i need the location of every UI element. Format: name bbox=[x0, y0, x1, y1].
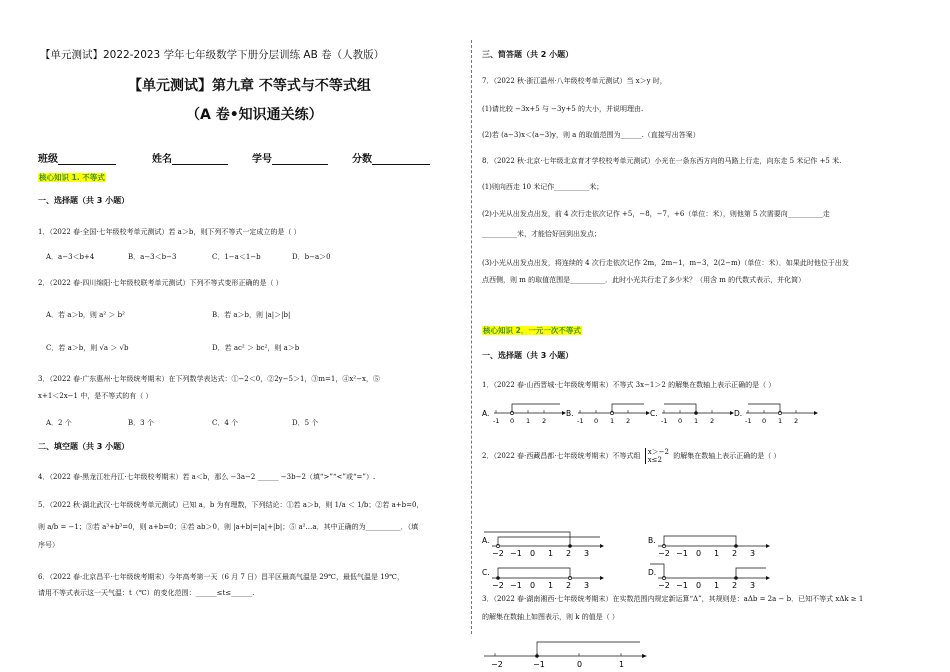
solution-ray bbox=[537, 642, 640, 656]
q10-numberline-b bbox=[648, 526, 778, 558]
section-choice-left: 一、选择题（共 3 小题） bbox=[38, 196, 130, 205]
q11-text-line1: 3．（2022 春·湖南湘西·七年级统考期末）在实数范围内规定新运算“Δ”，其规则是：aΔb = 2a − b．已知不等式 xΔk ≥ 1 bbox=[482, 595, 864, 603]
q1-option-c[interactable]: C．1−a＜1−b bbox=[212, 253, 261, 261]
tick-label: 2 bbox=[566, 549, 572, 558]
q10-text-post: 的解集在数轴上表示正确的是（ ） bbox=[673, 452, 781, 460]
arrowhead bbox=[766, 544, 770, 548]
tick-label: 0 bbox=[594, 417, 599, 425]
tick-label: 2 bbox=[710, 417, 715, 425]
tick-label: 3 bbox=[584, 581, 590, 590]
q3-text-line2: x+1＜2x−1 中，是不等式的有（ ） bbox=[38, 392, 153, 400]
arrowhead bbox=[600, 544, 604, 548]
tick-label: 1 bbox=[778, 417, 783, 425]
q7-text: 7．（2022 秋·浙江温州·八年级校考单元测试）当 x＞y 时， bbox=[482, 77, 667, 85]
q2-option-a[interactable]: A．若 a＞b，则 a² ＞ b² bbox=[46, 311, 125, 319]
tick-label: 2 bbox=[732, 549, 738, 558]
q10-option-b[interactable] bbox=[648, 526, 778, 558]
arrowhead bbox=[600, 576, 604, 580]
tick-label: -1 bbox=[745, 417, 752, 425]
q10-sys-line1: x＞−2 bbox=[647, 448, 669, 456]
q2-text: 2．（2022 春·四川绵阳·七年级校联考单元测试）下列不等式变形正确的是（ ） bbox=[38, 279, 283, 287]
info-score-label: 分数 bbox=[352, 154, 372, 165]
q10-option-a[interactable] bbox=[482, 526, 612, 558]
q3-option-a[interactable]: A．2 个 bbox=[46, 419, 72, 427]
q8-part3-line2: 点西侧，则 m 的取值范围是__________．此时小光共行走了多少米？（用含 m 的代数式表示，并化简） bbox=[482, 276, 806, 284]
q7-part1: (1)请比较 −3x+5 与 −3y+5 的大小，并说明理由. bbox=[482, 105, 644, 113]
q2-option-d[interactable]: D．若 ac² ＞ bc²，则 a＞b bbox=[212, 344, 300, 352]
solution-ray bbox=[512, 404, 560, 413]
tick-label: 0 bbox=[530, 549, 536, 558]
q10-numberline-c bbox=[482, 558, 612, 590]
q9-numberline-b bbox=[566, 396, 650, 430]
tick-label: 2 bbox=[794, 417, 799, 425]
q10-option-b-label: B. bbox=[648, 536, 656, 545]
q8-text: 8．（2022 秋·北京·七年级北京育才学校校考单元测试）小光在一条东西方向的马路上行走，向东走 5 米记作 +5 米. bbox=[482, 157, 842, 165]
score-field[interactable] bbox=[372, 156, 430, 165]
q8-part1: (1)则向西走 10 米记作__________米； bbox=[482, 183, 604, 191]
tick-label: 1 bbox=[714, 581, 720, 590]
q9-option-d[interactable] bbox=[734, 396, 818, 430]
q3-option-d[interactable]: D．5 个 bbox=[292, 419, 319, 427]
tick-label: 0 bbox=[678, 417, 683, 425]
q8-part3-line1: (3)小光从出发点出发，将连续的 4 次行走依次记作 2m，2m−1，m−3，2(2−m)（单位：米）．如果此时他位于出发 bbox=[482, 259, 849, 267]
q11-numberline bbox=[482, 634, 652, 670]
q9-option-d-label: D. bbox=[734, 409, 743, 418]
tick-label: 1 bbox=[714, 549, 720, 558]
tick-label: −1 bbox=[676, 581, 688, 590]
tick-label: 2 bbox=[542, 417, 547, 425]
knowledge-heading-1: 核心知识 1. 不等式 bbox=[39, 173, 105, 182]
q9-option-a[interactable] bbox=[482, 396, 566, 430]
solution-ray bbox=[736, 568, 766, 578]
q10-numberline-a bbox=[482, 526, 612, 558]
q10-inequality-system bbox=[645, 448, 669, 464]
q1-option-b[interactable]: B．a−3＜b−3 bbox=[128, 253, 177, 261]
q6-text-line2: 请用不等式表示这一天气温：t（℃）的变化范围：______≤t≤______. bbox=[38, 589, 255, 597]
q9-numberline-a bbox=[482, 396, 566, 430]
q9-option-a-label: A. bbox=[482, 409, 490, 418]
q6-text-line1: 6．（2022 春·北京昌平·七年级统考期末）今年高考第一天（6 月 7 日）昌平区最高气温是 29℃，最低气温是 19℃， bbox=[38, 573, 404, 581]
q10-option-c[interactable] bbox=[482, 558, 612, 590]
tick-label: −1 bbox=[510, 549, 522, 558]
q10-option-d[interactable] bbox=[648, 558, 778, 590]
q8-part2-line1: (2)小光从出发点出发，前 4 次行走依次记作 +5，−8，−7，+6（单位：米），则他第 5 次需要向__________走 bbox=[482, 210, 830, 218]
info-name-label: 姓名 bbox=[152, 154, 172, 165]
arrowhead bbox=[642, 654, 647, 658]
name-field[interactable] bbox=[172, 156, 228, 165]
q2-option-b[interactable]: B．若 a＞b，则 |a|＞|b| bbox=[212, 311, 291, 319]
section-choice-right: 一、选择题（共 3 小题） bbox=[482, 351, 574, 360]
arrowhead bbox=[814, 411, 818, 415]
q10-numberline-d bbox=[648, 558, 778, 590]
q4-text: 4．（2022 春·黑龙江牡丹江·七年级校考期末）若 a＜b，那么 −3a−2 ______ −3b−2（填“>”“<”或“=”）. bbox=[38, 473, 376, 481]
q5-text-line2: 则 a/b = −1；③若 a³+b³=0，则 a+b=0；④若 ab＞0，则 |a+b|=|a|+|b|；⑤ a²…a．其中正确的为__________．（填 bbox=[38, 523, 419, 531]
q1-option-a[interactable]: A．a−3＜b+4 bbox=[46, 253, 95, 261]
column-divider bbox=[471, 40, 472, 634]
info-id-label: 学号 bbox=[252, 154, 272, 165]
q9-option-b[interactable] bbox=[566, 396, 650, 430]
section-answer: 三、简答题（共 2 小题） bbox=[482, 50, 574, 59]
tick-label: 1 bbox=[526, 417, 531, 425]
student-id-field[interactable] bbox=[272, 156, 328, 165]
q10-text bbox=[482, 448, 780, 464]
tick-label: 3 bbox=[750, 581, 756, 590]
tick-label: −2 bbox=[492, 581, 504, 590]
solution-segment bbox=[498, 568, 570, 578]
q9-numberline-d bbox=[734, 396, 818, 430]
q10-sys-line2: x≤2 bbox=[647, 456, 662, 464]
q9-numberline-c bbox=[650, 396, 734, 430]
tick-label: −2 bbox=[658, 581, 670, 590]
solution-segment bbox=[664, 536, 736, 546]
tick-label: -1 bbox=[661, 417, 668, 425]
q11-numberline-svg bbox=[482, 634, 652, 670]
section-fill-left: 二、填空题（共 3 小题） bbox=[38, 442, 130, 451]
tick-label: 1 bbox=[610, 417, 615, 425]
sub-title: （A 卷•知识通关练） bbox=[186, 107, 323, 123]
tick-label: −2 bbox=[492, 549, 504, 558]
tick-label: 0 bbox=[530, 581, 536, 590]
q2-option-c[interactable]: C．若 a＞b，则 √a ＞ √b bbox=[46, 344, 129, 352]
q7-part2: (2)若 (a−3)x＜(a−3)y，则 a 的取值范围为______.（直接写出答案） bbox=[482, 131, 700, 139]
knowledge-heading-2: 核心知识 2．一元一次不等式 bbox=[483, 326, 581, 335]
tick-label: 0 bbox=[762, 417, 767, 425]
solution-ray bbox=[484, 532, 570, 546]
tick-label: 0 bbox=[696, 581, 702, 590]
q9-option-c[interactable] bbox=[650, 396, 734, 430]
q9-option-b-label: B. bbox=[566, 409, 574, 418]
q5-text-line1: 5．（2022 秋·湖北武汉·七年级统考单元测试）已知 a，b 为有理数，下列结论：①若 a＞b，则 1/a ＜ 1/b；②若 a+b=0， bbox=[38, 501, 424, 509]
q9-text: 1．（2022 春·山西晋城·七年级统考期末）不等式 3x−1＞2 的解集在数轴上表示正确的是（ ） bbox=[482, 381, 776, 389]
arrowhead bbox=[766, 576, 770, 580]
tick-label: 2 bbox=[732, 581, 738, 590]
tick-label: −2 bbox=[491, 660, 503, 669]
tick-label: 1 bbox=[548, 549, 554, 558]
tick-label: 2 bbox=[626, 417, 631, 425]
q8-part2-line2: __________米，才能恰好回到出发点； bbox=[482, 230, 601, 238]
q11-text-line2: 的解集在数轴上如图表示，则 k 的值是（ ） bbox=[482, 613, 619, 621]
tick-label: 0 bbox=[510, 417, 515, 425]
q10-option-c-label: C. bbox=[482, 568, 490, 577]
tick-label: 3 bbox=[584, 549, 590, 558]
tick-label: −1 bbox=[533, 660, 545, 669]
tick-label: −1 bbox=[676, 549, 688, 558]
tick-label: 1 bbox=[619, 660, 625, 669]
q10-text-pre: 2．（2022 春·西藏昌都·七年级统考期末）不等式组 bbox=[482, 452, 641, 460]
tick-label: 3 bbox=[750, 549, 756, 558]
tick-label: 2 bbox=[566, 581, 572, 590]
solution-ray bbox=[498, 537, 600, 546]
tick-label: 1 bbox=[694, 417, 699, 425]
q3-option-c[interactable]: C．4 个 bbox=[212, 419, 239, 427]
q5-text-line3: 序号） bbox=[38, 541, 59, 549]
tick-label: 0 bbox=[577, 660, 583, 669]
q9-option-c-label: C. bbox=[650, 409, 658, 418]
tick-label: 0 bbox=[696, 549, 702, 558]
tick-label: -1 bbox=[577, 417, 584, 425]
tick-label: −2 bbox=[658, 549, 670, 558]
q10-option-d-label: D. bbox=[648, 568, 657, 577]
chapter-title: 【单元测试】第九章 不等式与不等式组 bbox=[128, 78, 371, 94]
q10-option-a-label: A. bbox=[482, 536, 490, 545]
class-field[interactable] bbox=[58, 156, 116, 165]
q1-text: 1．（2022 春·全国·七年级校考单元测试）若 a＞b，则下列不等式一定成立的是（ ） bbox=[38, 228, 301, 236]
header-title: 【单元测试】2022-2023 学年七年级数学下册分层训练 AB 卷（人教版） bbox=[40, 49, 385, 61]
q3-text-line1: 3．（2022 春·广东惠州·七年级统考期末）在下列数学表达式：①−2＜0，②2y−5＞1，③m=1，④x²−x，⑤ bbox=[38, 375, 380, 383]
q3-option-b[interactable]: B．3 个 bbox=[128, 419, 154, 427]
tick-label: -1 bbox=[493, 417, 500, 425]
info-class-label: 班级 bbox=[38, 154, 58, 165]
tick-label: −1 bbox=[510, 581, 522, 590]
tick-label: 1 bbox=[548, 581, 554, 590]
q1-option-d[interactable]: D．b−a＞0 bbox=[292, 253, 331, 261]
